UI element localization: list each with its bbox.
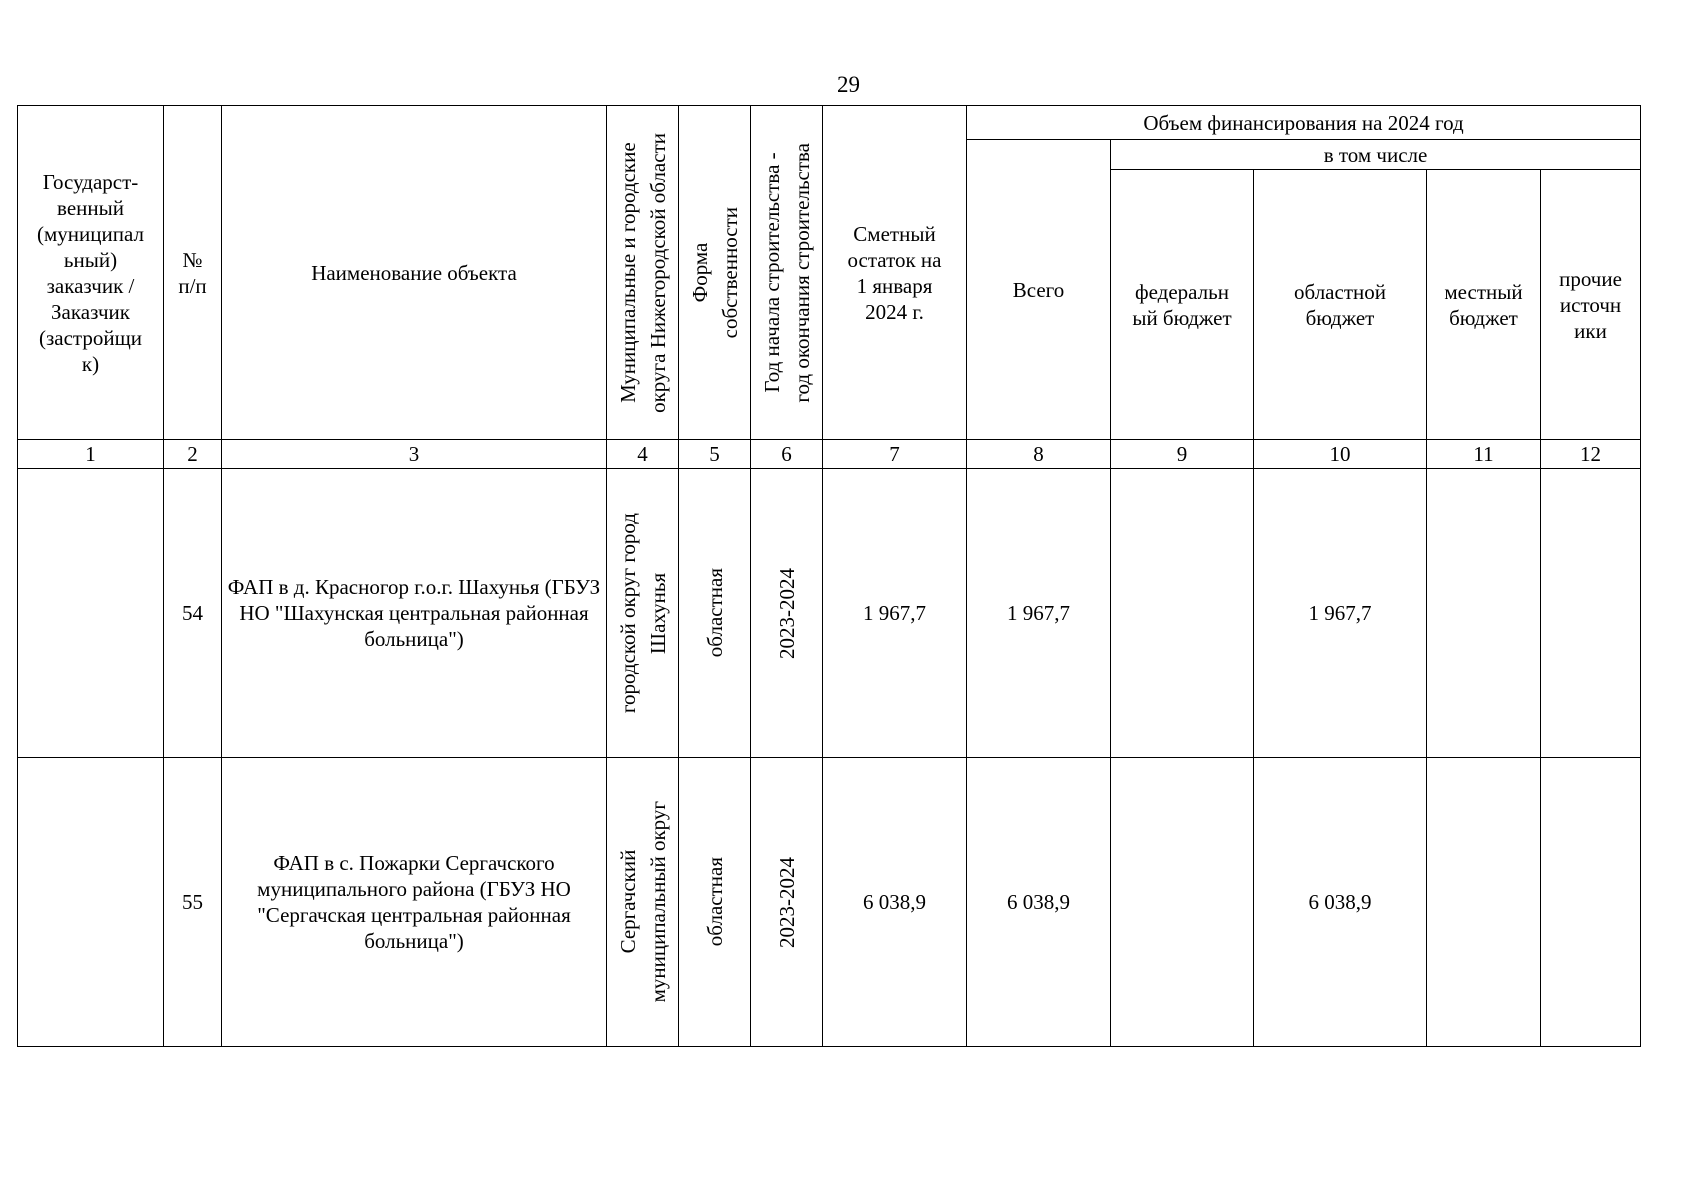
header-years-text: Год начала строительства - год окончания строительства	[759, 142, 814, 403]
cell-years-text: 2023-2024	[774, 856, 799, 948]
cell-ownership	[679, 758, 751, 1047]
header-total: Всего	[967, 140, 1111, 440]
column-number: 10	[1254, 440, 1427, 469]
header-other-line: ики	[1574, 318, 1607, 343]
cell-ownership-text: областная	[702, 857, 727, 947]
header-including: в том числе	[1111, 140, 1641, 170]
column-number: 3	[222, 440, 607, 469]
header-local-line: местный	[1444, 279, 1523, 304]
header-federal	[1111, 170, 1254, 440]
header-customer-line: (муниципал	[37, 221, 144, 246]
header-municipality-text: Муниципальные и городские округа Нижегородской области	[615, 132, 670, 413]
header-estimate	[823, 106, 967, 440]
header-other-line: прочие	[1559, 266, 1622, 291]
cell-ownership-text: областная	[702, 568, 727, 658]
header-estimate-line: 1 января	[856, 273, 933, 298]
column-number: 12	[1541, 440, 1641, 469]
cell-total: 1 967,7	[967, 469, 1111, 758]
cell-years	[751, 758, 823, 1047]
cell-local	[1427, 469, 1541, 758]
column-number: 6	[751, 440, 823, 469]
budget-table	[17, 105, 1641, 1047]
cell-customer	[18, 758, 164, 1047]
header-customer-line: ьный)	[63, 247, 118, 272]
header-object-name: Наименование объекта	[222, 106, 607, 440]
column-number: 2	[164, 440, 222, 469]
cell-num: 54	[164, 469, 222, 758]
header-customer-line: заказчик /	[46, 273, 135, 298]
cell-municipality	[607, 758, 679, 1047]
header-estimate-line: остаток на	[847, 247, 942, 272]
cell-estimate: 6 038,9	[823, 758, 967, 1047]
header-ownership-text: Форма собственности	[687, 206, 742, 339]
header-estimate-line: Сметный	[853, 221, 936, 246]
column-number: 1	[18, 440, 164, 469]
cell-years-text: 2023-2024	[774, 567, 799, 659]
header-regional	[1254, 170, 1427, 440]
table-row	[18, 469, 1641, 758]
cell-federal	[1111, 758, 1254, 1047]
cell-ownership	[679, 469, 751, 758]
column-number: 9	[1111, 440, 1254, 469]
column-number: 5	[679, 440, 751, 469]
header-customer-line: Государст-	[42, 169, 139, 194]
header-municipality	[607, 106, 679, 440]
header-customer-line: к)	[81, 351, 100, 376]
table-row	[18, 758, 1641, 1047]
page-number: 29	[837, 72, 860, 97]
header-other-line: источн	[1559, 292, 1622, 317]
header-regional-line: бюджет	[1305, 305, 1375, 330]
header-federal-line: ый бюджет	[1132, 305, 1232, 330]
header-local	[1427, 170, 1541, 440]
header-other	[1541, 170, 1641, 440]
header-num-line: п/п	[178, 273, 207, 298]
cell-federal	[1111, 469, 1254, 758]
header-num	[164, 106, 222, 440]
cell-total: 6 038,9	[967, 758, 1111, 1047]
header-customer-line: Заказчик	[51, 299, 130, 324]
cell-years	[751, 469, 823, 758]
cell-customer	[18, 469, 164, 758]
cell-estimate: 1 967,7	[823, 469, 967, 758]
cell-regional: 6 038,9	[1254, 758, 1427, 1047]
cell-regional: 1 967,7	[1254, 469, 1427, 758]
cell-municipality	[607, 469, 679, 758]
cell-other	[1541, 469, 1641, 758]
column-number: 11	[1427, 440, 1541, 469]
cell-municipality-text: Сергачский муниципальный округ	[615, 801, 670, 1003]
header-local-line: бюджет	[1449, 305, 1518, 330]
cell-object-name: ФАП в д. Красногор г.о.г. Шахунья (ГБУЗ НО "Шахунская центральная районная больница")	[222, 469, 607, 758]
cell-other	[1541, 758, 1641, 1047]
header-num-line: №	[182, 247, 203, 272]
column-number: 8	[967, 440, 1111, 469]
cell-municipality-text: городской округ город Шахунья	[615, 512, 670, 714]
header-federal-line: федеральн	[1135, 279, 1229, 304]
column-number-row	[18, 440, 1641, 469]
column-number: 7	[823, 440, 967, 469]
header-estimate-line: 2024 г.	[865, 299, 924, 324]
header-customer	[18, 106, 164, 440]
header-years	[751, 106, 823, 440]
header-customer-line: (застройщи	[38, 325, 142, 350]
cell-local	[1427, 758, 1541, 1047]
header-funding-title: Объем финансирования на 2024 год	[967, 106, 1641, 140]
cell-num: 55	[164, 758, 222, 1047]
column-number: 4	[607, 440, 679, 469]
cell-object-name: ФАП в с. Пожарки Сергачского муниципального района (ГБУЗ НО "Сергачская центральная районная больница")	[222, 758, 607, 1047]
header-ownership	[679, 106, 751, 440]
header-customer-line: венный	[57, 195, 124, 220]
header-regional-line: областной	[1294, 279, 1386, 304]
